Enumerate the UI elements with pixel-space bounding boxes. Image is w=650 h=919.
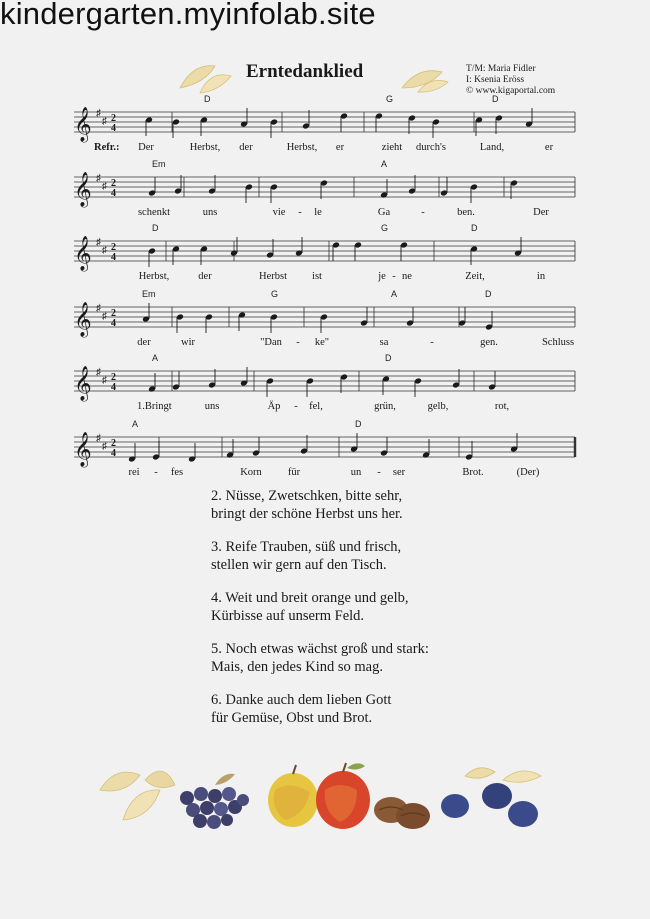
lyric-syllable: Land, [479,142,505,153]
credit-line: I: Ksenia Eröss [466,75,525,85]
autumn-leaves-icon [398,62,450,96]
autumn-leaves-icon [175,58,235,98]
lyric-syllable: in [536,271,546,282]
time-signature: 4 [111,318,116,329]
lyric-syllable: der [239,142,253,153]
lyric-syllable: Herbst, [138,271,170,282]
chord-label: G [271,289,279,299]
lyric-syllable: Herbst [259,271,287,282]
grapes-icon [180,774,249,829]
lyric-syllable: Zeit, [465,271,485,282]
sharp-icon: ♯ [102,116,107,127]
treble-clef-icon: 𝄞 [74,172,92,207]
time-signature: 4 [111,448,116,459]
lyric-syllable: - [298,207,302,218]
lyric-syllable: er [335,142,345,153]
lyric-syllable: le [314,207,322,218]
lyric-syllable: uns [202,207,218,218]
autumn-leaves-icon [100,771,175,820]
time-signature: 4 [111,188,116,199]
verse [211,691,429,727]
verse-line: bringt der schöne Herbst uns her. [211,506,403,522]
verse [211,538,429,574]
time-signature: 2 [111,113,116,124]
verse-line: Kürbisse auf unserm Feld. [211,608,365,624]
lyric-syllable: der [198,271,212,282]
verse-list [211,487,429,742]
chord-label: G [381,223,389,233]
sharp-icon: ♯ [96,108,101,119]
lyric-syllable: Der [533,207,549,218]
chord-label: D [471,223,478,233]
lyric-syllable: fes [170,467,184,478]
lyric-syllable: zieht [381,142,403,153]
treble-clef-icon: 𝄞 [74,366,92,401]
lyric-syllable: Äp [267,401,281,412]
lyric-syllable: durch's [416,142,446,153]
walnuts-icon [374,797,430,829]
staff-lines [74,361,578,405]
lyric-syllable: Herbst, [189,142,221,153]
sharp-icon: ♯ [102,375,107,386]
lyric-syllable: sa [379,337,389,348]
chord-label: A [391,289,398,299]
chord-label: D [485,289,492,299]
verse [211,487,429,523]
staff-lines [74,297,578,341]
lyric-syllable: Schluss [541,337,575,348]
chord-label: A [132,419,139,429]
lyric-syllable: - [294,401,298,412]
lyric-syllable: für [287,467,301,478]
lyric-syllable: - [377,467,381,478]
lyric-syllable: ist [312,271,322,282]
verse [211,589,429,625]
time-signature: 4 [111,252,116,263]
refrain-label: Refr.: [94,142,120,153]
song-title: Erntedanklied [246,61,364,82]
verse-line: 5. Noch etwas wächst groß und stark: [211,641,429,657]
time-signature: 2 [111,242,116,253]
sharp-icon: ♯ [96,237,101,248]
verse-line: 6. Danke auch dem lieben Gott [211,692,392,708]
time-signature: 2 [111,438,116,449]
lyric-syllable: rei [128,467,140,478]
verse [211,640,429,676]
lyric-syllable: rot, [494,401,510,412]
lyric-syllable: schenkt [137,207,171,218]
sharp-icon: ♯ [102,311,107,322]
verse-line: 3. Reife Trauben, süß und frisch, [211,539,402,555]
lyric-syllable: Korn [240,467,262,478]
sharp-icon: ♯ [102,245,107,256]
credit-line: © www.kigaportal.com [466,86,556,96]
verse-line: stellen wir gern auf den Tisch. [211,557,387,573]
verse-line: Mais, den jedes Kind so mag. [211,659,383,675]
lyric-syllable: wir [181,337,195,348]
verse-line: 2. Nüsse, Zwetschken, bitte sehr, [211,488,403,504]
sharp-icon: ♯ [102,441,107,452]
verse-line: für Gemüse, Obst und Brot. [211,710,373,726]
treble-clef-icon: 𝄞 [74,107,92,142]
lyric-syllable: Brot. [462,467,484,478]
lyric-syllable: Ga [377,207,391,218]
plums-icon [441,768,541,827]
lyric-syllable: Der [138,142,154,153]
time-signature: 2 [111,308,116,319]
treble-clef-icon: 𝄞 [74,236,92,271]
chord-label: Em [142,289,156,299]
lyric-syllable: gelb, [427,401,449,412]
time-signature: 4 [111,123,116,134]
lyric-syllable: - [430,337,434,348]
lyric-syllable: Herbst, [286,142,318,153]
lyric-syllable: je [378,271,386,282]
verse-line: 4. Weit und breit orange und gelb, [211,590,409,606]
chord-label: D [204,94,211,104]
chord-label: Em [152,159,166,169]
lyric-syllable: - [392,271,396,282]
lyric-syllable: grün, [374,401,396,412]
lyric-syllable: - [296,337,300,348]
staff-lines [74,427,578,471]
chord-label: A [381,159,388,169]
sharp-icon: ♯ [96,173,101,184]
chord-label: D [355,419,362,429]
sharp-icon: ♯ [96,367,101,378]
lyric-syllable: er [544,142,554,153]
lyric-syllable: vie [272,207,286,218]
song-credits [466,64,555,97]
sharp-icon: ♯ [96,433,101,444]
time-signature: 2 [111,178,116,189]
chord-label: D [385,353,392,363]
lyric-syllable: ser [392,467,406,478]
lyric-syllable: (Der) [516,467,540,478]
chord-label: A [152,353,159,363]
lyric-syllable: 1.Bringt [137,401,172,412]
sharp-icon: ♯ [96,303,101,314]
lyric-syllable: uns [204,401,220,412]
sharp-icon: ♯ [102,181,107,192]
staff-lines [74,231,578,275]
lyric-syllable: fel, [309,401,323,412]
lyric-syllable: - [154,467,158,478]
lyric-syllable: "Dan [260,337,282,348]
treble-clef-icon: 𝄞 [74,432,92,467]
time-signature: 4 [111,382,116,393]
treble-clef-icon: 𝄞 [74,302,92,337]
chord-label: G [386,94,394,104]
lyric-syllable: der [137,337,151,348]
staff-lines [74,102,578,146]
chord-label: D [152,223,159,233]
apples-icon [268,763,370,829]
lyric-syllable: un [350,467,362,478]
harvest-illustration [95,760,555,840]
lyric-syllable: ne [402,271,412,282]
staff-lines [74,167,578,211]
chord-label: D [492,94,499,104]
credit-line: T/M: Maria Fidler [466,64,536,74]
time-signature: 2 [111,372,116,383]
lyric-syllable: - [421,207,425,218]
site-watermark: kindergarten.myinfolab.site [0,0,376,31]
lyric-syllable: ke" [314,337,330,348]
lyric-syllable: ben. [457,207,475,218]
lyric-syllable: gen. [480,337,498,348]
